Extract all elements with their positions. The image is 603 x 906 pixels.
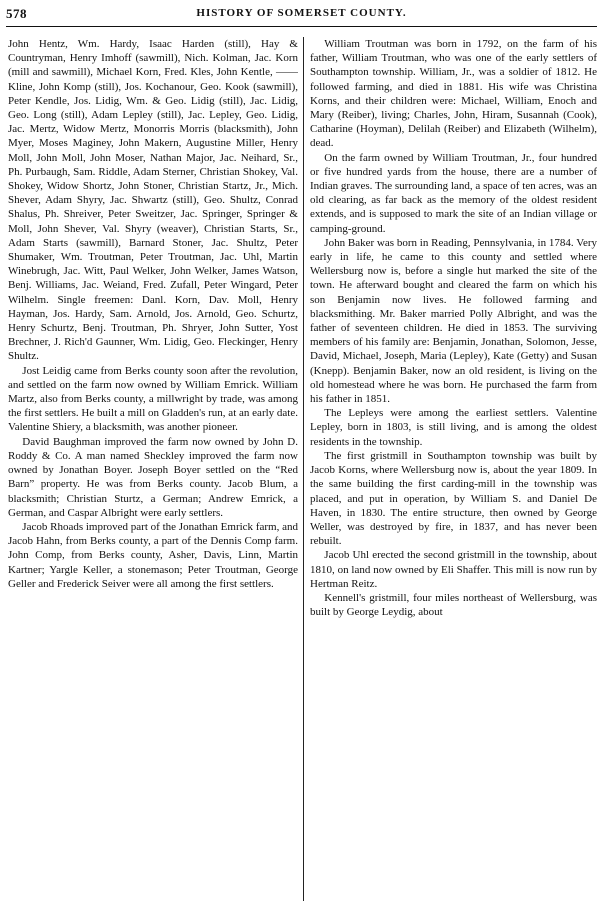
paragraph-left-1: John Hentz, Wm. Hardy, Isaac Harden (still), Hay & Countryman, Henry Imhoff (sawmill), Nich. Kolman, Jac. Korn (mill and sawmill), Michael Korn, Fred. Kles, John Kentle, —— Kline, John Komp (still), Jos. Kochanour, Geo. Kook (sawmill), Peter Kendle, Jos. Lidig, Wm. & Geo. Lidig (still), Jac. Lidig, Geo. Long (still), Adam Lepley (still), Jac. Lepley, Geo. Lidig, Jac. Mertz, Widow Mertz, Monorris Morris (blacksmith), John Myer, Moses Maginey, John Makern, Augustine Miller, Henry Moll, John Moll, John Moser, Nathan Major, Jac. Neihard, Sr., Ph. Purbaugh, Sam. Riddle, Adam Sterner, Christian Shokey, Val. Shokey, Widow Shortz, John Stoner, Christian Startz, Jr., Mich. Shever, Adam Shyry, Jac. Shwartz (still), Geo. Shultz, Conrad Shalus, Ph. Shreiver, Peter Sweitzer, Jac. Springer, Springer & Moll, John Shever, Val. Shyry (weaver), Christian Starts, Sr., Adam Starts (sawmill), Barnard Stoner, Jac. Shultz, Peter Shumaker, Wm. Troutman, Peter Troutman, Jac. Uhl, Martin Winebrugh, Jac. Witt, Paul Welker, John Welker, James Watson, Benj. Williams, Jac. Weiand, Fred. Zufall, Peter Wingard, Peter Wilhelm. Single freemen: Danl. Korn, Dav. Moll, Henry Hayman, Jos. Hardy, Sam. Arnold, Jos. Arnold, Geo. Schurtz, Henry Schurtz, Benj. Troutman, Ph. Shryer, John Sutter, Yost Brechner, J. Rich'd Gaunner, Wm. Lidig, Geo. Fleckinger, Henry Shultz. <box>8 38 298 363</box>
left-column <box>8 37 298 901</box>
paragraph-left-2: Jost Leidig came from Berks county soon after the revolution, and settled on the farm now owned by William Emrick. William Martz, also from Berks county, a millwright by trade, was among the first settlers. He built a mill on Gladden's run, at an early date. Valentine Shiery, a blacksmith, was another pioneer. <box>8 364 298 434</box>
running-title: HISTORY OF SOMERSET COUNTY. <box>196 7 407 19</box>
paragraph-right-7: Kennell's gristmill, four miles northeast of Wellersburg, was built by George Leydig, about <box>310 591 597 619</box>
paragraph-right-2: On the farm owned by William Troutman, Jr., four hundred or five hundred yards from the house, there are a number of Indian graves. The surrounding land, a space of ten acres, was an old clearing, as far back as the memory of the oldest resident extends, and is supposed to mark the site of an Indian village or camping-ground. <box>310 151 597 235</box>
paragraph-right-5: The first gristmill in Southampton township was built by Jacob Korns, where Wellersburg now is, about the year 1809. In the same building the first carding-mill in the township was placed, and put in operation, by William S. and Daniel De Haven, in 1830. The entire structure, then owned by George Weller, was destroyed by fire, in 1837, and has never been rebuilt. <box>310 449 597 548</box>
paragraph-right-1: William Troutman was born in 1792, on the farm of his father, William Troutman, who was one of the early settlers of Southampton township. William, Jr., was a soldier of 1812. He followed farming, and died in 1881. His wife was Christina Korns, and their children were: Michael, William, Enoch and Mary (Reiber), living; Charles, John, Hiram, Susannah (Cook), Catharine (Hoyman), Delilah (Reiber) and Elizabeth (Wilhelm), dead. <box>310 38 597 150</box>
paragraph-right-6: Jacob Uhl erected the second gristmill in the township, about 1810, on land now owned by Eli Shaffer. This mill is now run by Hertman Reitz. <box>310 549 597 590</box>
column-divider <box>303 37 304 901</box>
paragraph-right-4: The Lepleys were among the earliest settlers. Valentine Lepley, born in 1803, is still living, and is among the oldest residents in the township. <box>310 407 597 448</box>
page-header <box>6 6 597 27</box>
paragraph-left-4: Jacob Rhoads improved part of the Jonathan Emrick farm, and Jacob Hahn, from Berks county, a part of the Dennis Comp farm. John Comp, from Berks county, Asher, Davis, Linn, Martin Kartner; Yargle Keller, a stonemason; Peter Troutman, George Geller and Frederick Seiver were all among the first settlers. <box>8 520 298 590</box>
page-number: 578 <box>6 6 27 21</box>
paragraph-right-3: John Baker was born in Reading, Pennsylvania, in 1784. Very early in life, he came to this county and settled where Wellersburg now is, before a single hut marked the site of the town. He afterward bought and cleared the farm on which his son Benjamin now lives. He followed farming and blacksmithing. Mr. Baker married Polly Albright, and was the father of seventeen children. He died in 1853. The surviving members of his family are: Benjamin, Jonathan, Solomon, Jesse, David, Michael, Joseph, Maria (Lepley), Kate (Getty) and Susan (Knepp). Benjamin Baker, now an old resident, is living on the old homestead where he was born. He purchased the farm from his father in 1851. <box>310 236 597 406</box>
right-column <box>310 37 597 901</box>
paragraph-left-3: David Baughman improved the farm now owned by John D. Roddy & Co. A man named Sheckley improved the farm now owned by Jonathan Boyer. Joseph Boyer settled on the “Red Barn” property. He was from Berks county. Jacob Blum, a blacksmith; Christian Sturtz, a German; Andrew Emrick, a German, and Caspar Albright were early settlers. <box>8 435 298 519</box>
